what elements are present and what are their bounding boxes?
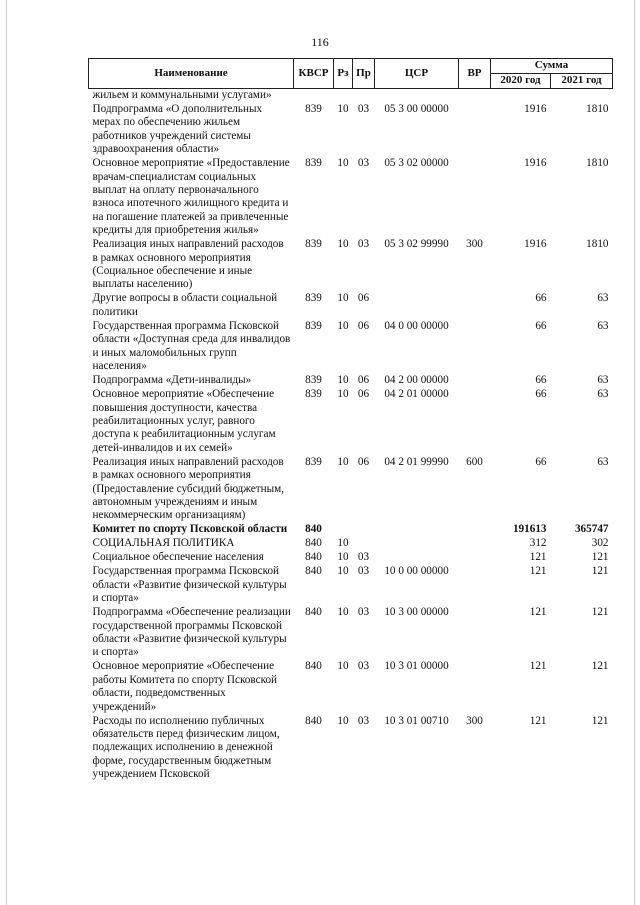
cell-2021: 63 <box>597 374 609 387</box>
cell-vr <box>459 660 491 714</box>
cell-pr <box>353 89 375 104</box>
cell-pr: 06 <box>357 374 370 387</box>
cell-kvsr <box>294 89 334 104</box>
cell-name: Расходы по исполнению публичных обязательств перед физическим лицом, подлежащих исполнению в денежной форме, государственным бюджетным учреждением Псковской <box>92 714 280 781</box>
cell-pr: 03 <box>357 660 370 673</box>
cell-kvsr: 839 <box>305 319 322 332</box>
table-row <box>89 388 613 456</box>
cell-kvsr: 839 <box>305 238 322 251</box>
cell-name: Другие вопросы в области социальной политики <box>92 292 278 318</box>
cell-name: жильем и коммунальными услугами» <box>92 89 272 101</box>
cell-2020: 66 <box>535 292 547 305</box>
cell-pr: 03 <box>357 551 370 564</box>
table-row <box>89 523 613 537</box>
cell-pr: 06 <box>357 388 370 401</box>
cell-rz: 10 <box>337 660 349 673</box>
table-row <box>89 320 613 374</box>
cell-vr <box>459 157 491 238</box>
cell-csr <box>375 89 459 104</box>
cell-pr: 03 <box>357 714 370 727</box>
cell-rz: 10 <box>337 319 349 332</box>
cell-2021: 121 <box>591 714 609 727</box>
cell-2020: 121 <box>529 714 547 727</box>
cell-pr <box>353 537 375 551</box>
cell-csr: 10 3 00 00000 <box>384 606 449 619</box>
cell-csr: 10 0 00 00000 <box>384 565 449 578</box>
cell-kvsr: 840 <box>305 523 322 536</box>
table-row <box>89 157 613 238</box>
cell-vr <box>459 320 491 374</box>
cell-rz: 10 <box>337 238 349 251</box>
table-row <box>89 103 613 157</box>
cell-vr <box>459 523 491 537</box>
cell-kvsr: 839 <box>305 388 322 401</box>
cell-2020: 121 <box>529 660 547 673</box>
cell-csr <box>375 537 459 551</box>
cell-2021: 63 <box>597 292 609 305</box>
cell-name: Реализация иных направлений расходов в рамках основного мероприятия (Предоставление субсидий бюджетным, автономным учреждениям и иным некоммерческим организациям) <box>92 455 285 522</box>
cell-name: Подпрограмма «Обеспечение реализации государственной программы Псковской области «Развитие физической культуры и спорта» <box>92 606 291 659</box>
header-rz: Рз <box>334 59 353 89</box>
cell-csr: 10 3 01 00000 <box>384 660 449 673</box>
cell-csr: 05 3 02 00000 <box>384 157 449 170</box>
cell-rz <box>334 523 353 537</box>
cell-2021: 302 <box>591 537 609 550</box>
cell-2020 <box>491 89 551 104</box>
cell-pr: 06 <box>357 319 370 332</box>
cell-vr <box>459 89 491 104</box>
cell-kvsr: 840 <box>305 537 322 550</box>
cell-rz: 10 <box>337 103 349 115</box>
cell-csr: 05 3 00 00000 <box>384 103 449 115</box>
cell-2021: 1810 <box>586 157 609 170</box>
cell-2021 <box>551 89 613 104</box>
cell-rz: 10 <box>337 714 349 727</box>
table-row <box>89 456 613 524</box>
cell-pr: 06 <box>357 455 370 468</box>
cell-kvsr: 840 <box>305 714 322 727</box>
cell-name: Реализация иных направлений расходов в рамках основного мероприятия (Социальное обеспечение и иные выплаты населению) <box>92 238 284 291</box>
cell-2020: 121 <box>529 565 547 578</box>
cell-name: Комитет по спорту Псковской области <box>92 523 288 536</box>
table-row <box>89 660 613 714</box>
table-row <box>89 537 613 551</box>
cell-pr: 03 <box>357 606 370 619</box>
cell-pr: 06 <box>357 292 370 305</box>
header-name: Наименование <box>89 59 294 89</box>
cell-csr <box>375 292 459 319</box>
header-2020: 2020 год <box>491 74 551 89</box>
table-row <box>89 565 613 606</box>
cell-csr <box>375 551 459 565</box>
table-row <box>89 292 613 319</box>
cell-name: Основное мероприятие «Обеспечение работы Комитета по спорту Псковской области, подведомственных учреждений» <box>92 660 278 713</box>
cell-name: Основное мероприятие «Предоставление врачам-специалистам социальных выплат на оплату первоначального взноса ипотечного жилищного кредита и на погашение платежей за привлеченные кредиты для приобретения жилья» <box>92 157 290 237</box>
cell-rz: 10 <box>337 537 349 550</box>
scan-edge-right <box>634 0 635 905</box>
cell-kvsr: 839 <box>305 374 322 387</box>
cell-2020: 66 <box>535 455 547 468</box>
cell-rz: 10 <box>337 374 349 387</box>
cell-kvsr: 840 <box>305 606 322 619</box>
cell-csr: 04 2 01 99990 <box>384 455 449 468</box>
cell-2021: 1810 <box>586 238 609 251</box>
cell-2020: 121 <box>529 551 547 564</box>
cell-csr: 04 2 00 00000 <box>384 374 449 387</box>
cell-vr <box>459 374 491 388</box>
cell-vr: 300 <box>466 238 483 251</box>
cell-2021: 63 <box>597 455 609 468</box>
cell-kvsr: 839 <box>305 455 322 468</box>
cell-csr <box>375 523 459 537</box>
cell-rz: 10 <box>337 292 349 305</box>
cell-name: Подпрограмма «О дополнительных мерах по обеспечению жильем работников учреждений системы здравоохранения области» <box>92 103 263 156</box>
cell-rz: 10 <box>337 157 349 170</box>
cell-vr <box>459 551 491 565</box>
cell-2020: 191613 <box>512 523 547 536</box>
cell-vr <box>459 103 491 157</box>
cell-kvsr: 839 <box>305 292 322 305</box>
cell-kvsr: 840 <box>305 565 322 578</box>
cell-2020: 66 <box>535 319 547 332</box>
cell-pr: 03 <box>357 103 370 115</box>
cell-vr: 600 <box>466 455 483 468</box>
cell-kvsr: 839 <box>305 157 322 170</box>
cell-2021: 365747 <box>574 523 609 536</box>
cell-name: Подпрограмма «Дети-инвалиды» <box>92 374 252 387</box>
header-sum: Сумма <box>491 59 613 74</box>
cell-2020: 1916 <box>524 103 547 115</box>
cell-2021: 121 <box>591 660 609 673</box>
cell-name: Основное мероприятие «Обеспечение повышения доступности, качества реабилитационных услуг, равного доступа к реабилитационным услугам детей-инвалидов и их семей» <box>92 388 276 454</box>
page-number: 116 <box>311 35 329 49</box>
table-row <box>89 374 613 388</box>
cell-2021: 1810 <box>586 103 609 115</box>
header-pr: Пр <box>353 59 375 89</box>
cell-rz: 10 <box>337 565 349 578</box>
header-2021: 2021 год <box>551 74 613 89</box>
cell-vr <box>459 292 491 319</box>
cell-2020: 1916 <box>524 157 547 170</box>
cell-vr <box>459 565 491 606</box>
cell-2021: 121 <box>591 606 609 619</box>
cell-name: Государственная программа Псковской области «Доступная среда для инвалидов и иных маломобильных групп населения» <box>92 319 291 373</box>
cell-csr: 05 3 02 99990 <box>384 238 449 251</box>
budget-table <box>88 58 612 782</box>
cell-vr: 300 <box>466 714 483 727</box>
cell-name: Государственная программа Псковской области «Развитие физической культуры и спорта» <box>92 565 287 605</box>
cell-kvsr: 839 <box>305 103 322 115</box>
cell-vr <box>459 537 491 551</box>
header-csr: ЦСР <box>375 59 459 89</box>
cell-pr: 03 <box>357 238 370 251</box>
header-vr: ВР <box>459 59 491 89</box>
cell-2020: 121 <box>529 606 547 619</box>
cell-rz <box>334 89 353 104</box>
table-row <box>89 715 613 783</box>
cell-rz: 10 <box>337 606 349 619</box>
cell-kvsr: 840 <box>305 660 322 673</box>
cell-2021: 121 <box>591 565 609 578</box>
cell-vr <box>459 388 491 456</box>
cell-pr <box>353 523 375 537</box>
table-row <box>89 606 613 660</box>
cell-csr: 04 2 01 00000 <box>384 388 449 401</box>
cell-kvsr: 840 <box>305 551 322 564</box>
cell-2020: 1916 <box>524 238 547 251</box>
table-row <box>89 551 613 565</box>
cell-2021: 63 <box>597 388 609 401</box>
cell-csr: 10 3 01 00710 <box>384 714 449 727</box>
cell-pr: 03 <box>357 157 370 170</box>
cell-2021: 121 <box>591 551 609 564</box>
cell-name: СОЦИАЛЬНАЯ ПОЛИТИКА <box>92 537 235 550</box>
cell-vr <box>459 606 491 660</box>
cell-2020: 312 <box>529 537 547 550</box>
table-row <box>89 89 613 104</box>
cell-rz: 10 <box>337 388 349 401</box>
cell-pr: 03 <box>357 565 370 578</box>
cell-2021: 63 <box>597 319 609 332</box>
header-kvsr: КВСР <box>294 59 334 89</box>
cell-rz: 10 <box>337 551 349 564</box>
cell-2020: 66 <box>535 388 547 401</box>
table-row <box>89 238 613 292</box>
cell-2020: 66 <box>535 374 547 387</box>
cell-csr: 04 0 00 00000 <box>384 319 449 332</box>
scan-edge-left <box>6 0 7 905</box>
cell-name: Социальное обеспечение населения <box>92 551 264 564</box>
cell-rz: 10 <box>337 455 349 468</box>
